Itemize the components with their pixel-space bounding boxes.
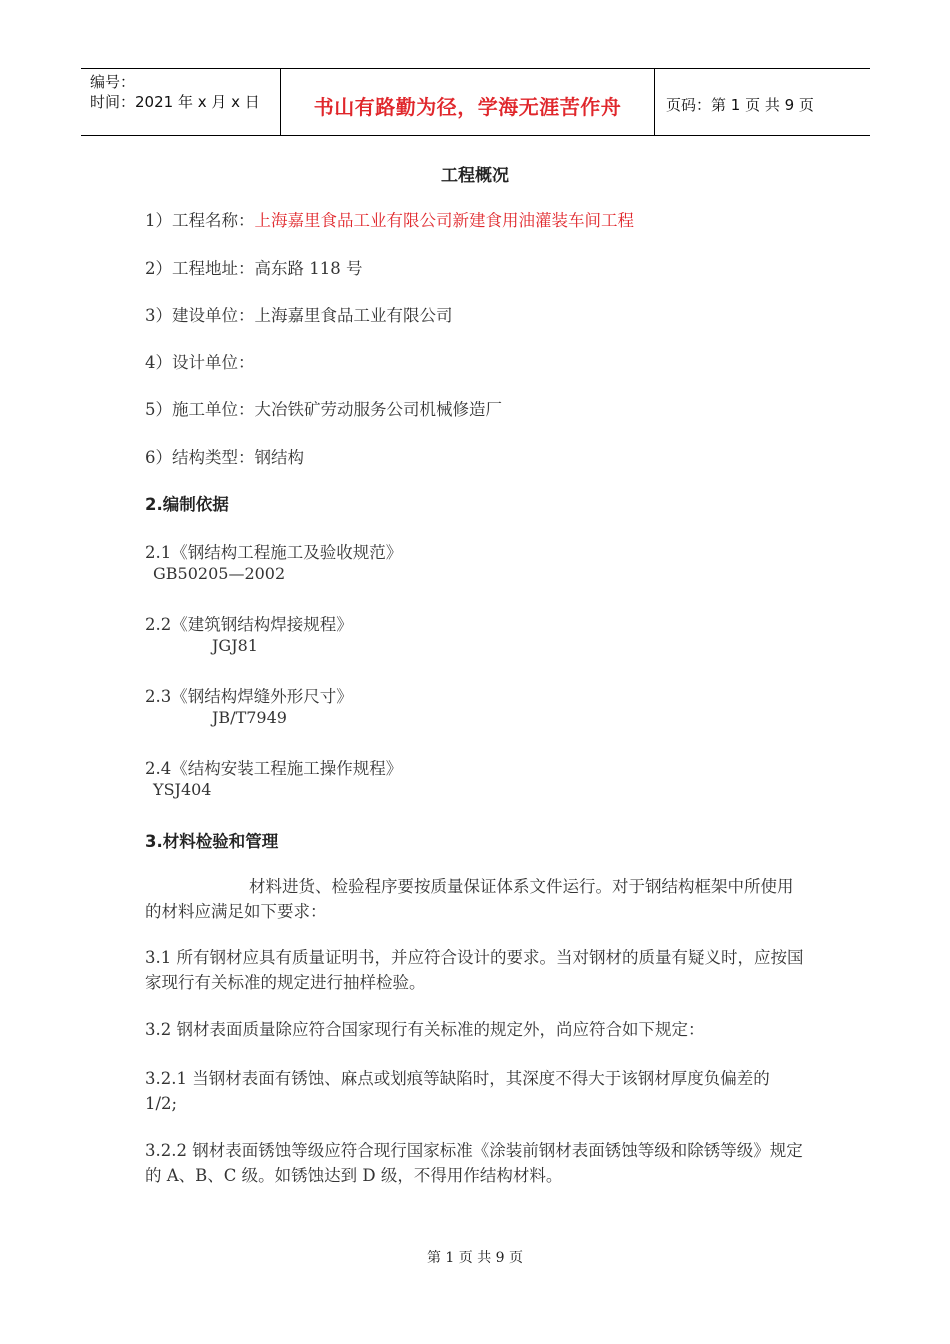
overview-item-structure: 6）结构类型：钢结构 [145,448,304,467]
page-footer: 第 1 页 共 9 页 [426,1250,524,1266]
reference-code: JGJ81 [212,636,258,655]
motto: 书山有路勤为径，学海无涯苦作舟 [313,95,622,119]
section-heading: 2.编制依据 [145,495,229,514]
paragraph-intro [145,874,805,924]
paragraph-3-2: 3.2 钢材表面质量除应符合国家现行有关标准的规定外，尚应符合如下规定： [145,1020,705,1039]
time-label: 时间：2021 年 x 月 x 日 [90,93,260,111]
item-label: 1）工程名称： [145,211,255,230]
number-label: 编号： [90,73,136,91]
reference-title: 2.1《钢结构工程施工及验收规范》 [145,543,403,562]
reference-code: GB50205—2002 [153,564,286,583]
paragraph-3-2-1: 3.2.1 当钢材表面有锈蚀、麻点或划痕等缺陷时，其深度不得大于该钢材厚度负偏差的 1/2; [145,1069,770,1113]
reference-title: 2.2《建筑钢结构焊接规程》 [145,615,353,634]
intro-text: 材料进货、检验程序要按质量保证体系文件运行。对于钢结构框架中所使用的材料应满足如下要求： [145,877,794,921]
header-motto-cell [281,69,655,135]
page-code: 页码：第 1 页 共 9 页 [666,96,814,114]
header-page-cell [655,69,870,135]
reference-code: JB/T7949 [212,708,287,727]
paragraph-3-2-2: 3.2.2 钢材表面锈蚀等级应符合现行国家标准《涂装前钢材表面锈蚀等级和除锈等级》规定的 A、B、C 级。如锈蚀达到 D 级，不得用作结构材料。 [145,1141,803,1185]
document-header [81,68,870,136]
reference-code: YSJ404 [153,780,212,799]
project-name: 上海嘉里食品工业有限公司新建食用油灌装车间工程 [254,211,634,230]
overview-item-designer: 4）设计单位： [145,353,255,372]
overview-item-contractor: 5）施工单位：大冶铁矿劳动服务公司机械修造厂 [145,400,502,419]
paragraph-3-1: 3.1 所有钢材应具有质量证明书，并应符合设计的要求。当对钢材的质量有疑义时，应按国家现行有关标准的规定进行抽样检验。 [145,948,804,992]
overview-item-name [145,207,634,231]
section-heading: 3.材料检验和管理 [145,832,279,851]
reference-title: 2.3《钢结构焊缝外形尺寸》 [145,687,353,706]
page-title: 工程概况 [441,166,509,186]
overview-item-address: 2）工程地址：高东路 118 号 [145,259,363,278]
overview-item-builder: 3）建设单位：上海嘉里食品工业有限公司 [145,306,453,325]
reference-title: 2.4《结构安装工程施工操作规程》 [145,759,403,778]
header-meta-cell [81,69,281,135]
